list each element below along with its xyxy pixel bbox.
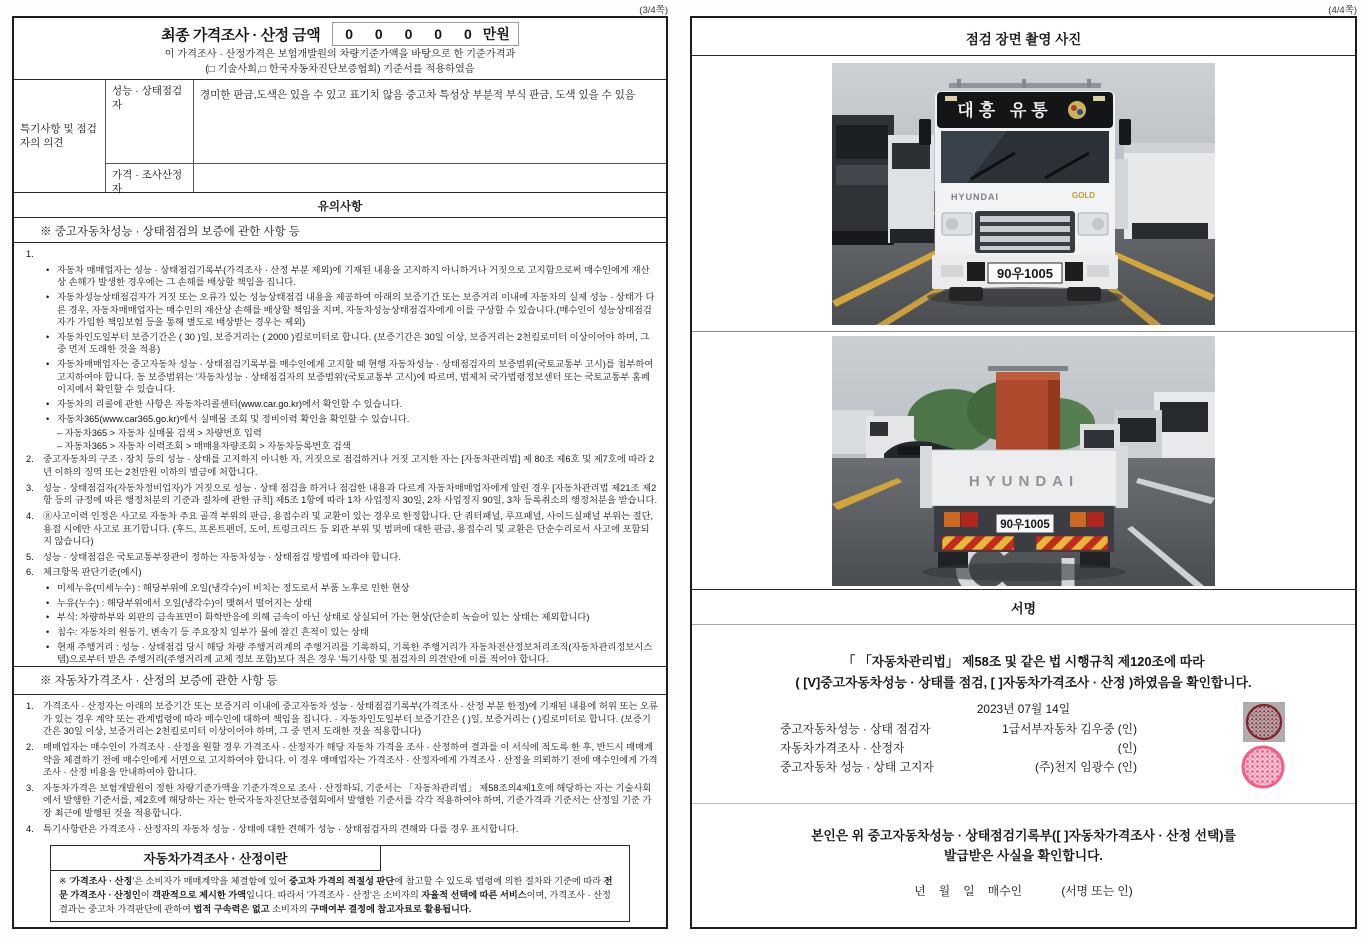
list-item: 3. 자동차가격은 보험개발원이 정한 차량기준가액을 기준가격으로 조사 · 산정하되, 기준서는 「자동차관리법」 제58조의4제1호에 해당하는 자는 기술사회에서 발행한 기준서를, 제2호에 해당하는 자는 한국자동차진단보증협회에서 발행한 기준서를 각각 적용하여야 하며, 기준가격과 기준서는 산정일 기준 가장 최근에 발행된 것을 적용합니다. (26, 782, 652, 819)
list-item: 3. 성능 · 상태점검자(자동차정비업자)가 거짓으로 성능 · 상태 점검을 하거나 점검한 내용과 다르게 자동차매매업자에게 알린 경우 [자동차관리법 제21조 제2항 등의 규정에 따른 행정처분의 기준과 절차에 관한 규칙] 제5조 1항에 따라 1차 사업정지 30일, 2차 사업정지 90일, 3차 등록취소의 행정처분을 받습니다. (26, 482, 658, 506)
price-appraisal-definition-box (50, 845, 630, 922)
truck-front-photo (832, 63, 1215, 325)
list-item: 1. 가격조사 · 산정자는 아래의 보증기간 또는 보증거리 이내에 중고자동차 성능 · 상태점검기록부(가격조사 · 산정 부분 한정)에 기재된 내용에 허위 또는 오류가 있는 경우 계약 또는 관계법령에 따라 매수인에 대하여 책임을 집니다. · 자동차인도일부터 보증기간은 ( )일, 보증거리는 ( )킬로미터로 합니다. (보증기간은 30일 이상, 보증거리는 2천킬로미터 이상이어야 하며, 그 중 먼저 도래한 것을 적용합니다) (26, 701, 658, 737)
page-number-right: (4/4쪽) (1328, 5, 1357, 16)
signature-row-appraiser: 자동차가격조사 · 산정자 (인) (780, 741, 1137, 756)
definition-box-text: ※ '가격조사 · 산정'은 소비자가 매매계약을 체결함에 있어 중고차 가격의 적절성 판단에 참고할 수 있도록 법령에 의한 절차와 기준에 따라 전문 가격조사 · 산정인이 객관적으로 제시한 가액입니다. 따라서 '가격조사 · 산정'은 소비자의 자율적 선택에 따른 서비스이며, 가격조사 · 산정 결과는 중고차 가격판단에 관하여 법적 구속력은 없고 소비자의 구매여부 결정에 참고자료로 활용됩니다. (59, 876, 613, 914)
list-item: • 자동차365(www.car365.go.kr)에서 실매물 조회 및 정비이력 확인을 확인할 수 있습니다. (46, 413, 658, 426)
rear-license-plate: 90우1005 (1000, 518, 1050, 531)
svg-text:GOLD: GOLD (1071, 190, 1095, 200)
buyer-confirmation-line-2: 발급받은 사실을 확인합니다. (943, 847, 1103, 863)
list-item: – 자동차365 > 자동차 이력조회 > 매매용차량조회 > 자동차등록번호 검색 (57, 441, 351, 452)
list-item: • 자동차의 리콜에 관한 사항은 자동차리콜센터(www.car.go.kr)에서 확인할 수 있습니다. (46, 398, 658, 411)
section1-notes (14, 243, 666, 667)
buyer-confirmation-line-1: 본인은 위 중고자동차성능 · 상태점검기록부([ ]자동차가격조사 · 산정 선택)를 (811, 828, 1236, 843)
list-item: • 부식: 차량하부와 외판의 금속표면이 화학반응에 의해 금속이 아닌 상태로 상실되어 가는 현상(단순히 녹슬어 있는 상태는 제외합니다) (46, 611, 658, 624)
law-confirmation-line-2: ( [V]중고자동차성능 · 상태를 점검, [ ]자동차가격조사 · 산정 )하였음을 확인합니다. (795, 675, 1252, 691)
definition-box-title: 자동차가격조사 · 산정이란 (51, 846, 381, 871)
signature-section-title: 서명 (692, 590, 1355, 625)
list-item: 6. 체크항목 판단기준(예시) (26, 567, 142, 578)
list-item: • 자동차성능상태점검자가 거짓 또는 오류가 있는 성능상태점검 내용을 제공하여 아래의 보증기간 또는 보증거리 이내에 자동차의 실제 성능 · 상태가 다른 경우, 자동차매매업자는 매수인의 재산상 손해를 배상할 책임을 지며, 자동차성능상태점검자에게 이를 구상할 수 있습니다.(매수인이 성능상태점검자가 가입한 책임보험 등을 통해 별도로 배상받는 경우는 제외) (46, 291, 658, 329)
section2-heading: ※ 자동차가격조사 · 산정의 보증에 관한 사항 등 (14, 667, 666, 695)
page-number-left: (3/4쪽) (639, 5, 668, 16)
record-page-4 (690, 16, 1357, 929)
photo-section-title: 점검 장면 촬영 사진 (692, 18, 1355, 56)
list-item: 4. ⑧사고이력 인정은 사고로 자동차 주요 골격 부위의 판금, 용접수리 및 교환이 있는 경우로 한정합니다. 단 쿼터패널, 루프패널, 사이드실패널 부위는 절단, 용접 시에만 사고로 표기합니다. (후드, 프론트펜더, 도어, 트렁크리드 등 외관 부위 및 범퍼에 대한 판금, 용접수리 및 교환은 단순수리로서 사고에 포함되지 않습니다) (26, 510, 654, 547)
appraiser-opinion-value (194, 164, 666, 192)
list-item: 2. 중고자동차의 구조 · 장치 등의 성능 · 상태를 고지하지 아니한 자, 거짓으로 점검하거나 거짓 고지한 자는 [자동차관리법] 제 80조 제6호 및 제7호에 따라 2년 이하의 징역 또는 2천만원 이하의 벌금에 처합니다. (26, 454, 655, 477)
inspection-photo-rear-cell (692, 332, 1355, 590)
buyer-date-line: 년 월 일 매수인 (서명 또는 인) (914, 883, 1133, 898)
list-item: – 자동차365 > 자동차 실매물 검색 > 차량번호 입력 (57, 428, 262, 439)
truck-rear-photo (832, 336, 1215, 586)
signature-row-notifier: 중고자동차 성능 · 상태 고지자 (주)천지 임광수 (인) (780, 759, 1137, 774)
list-item: • 자동차매매업자는 중고자동차 성능 · 상태점검기록부를 매수인에게 고지할 때 현행 자동차성능 · 상태점검자의 보증범위(국토교통부 고시)를 첨부하여 고지하여야 합니다. 동 보증범위는 '자동차성능 · 상태점검자의 보증범위'(국토교통부 고시)에 따르며, 법제처 국가법령정보센터 또는 국토교통부 홈페이지에서 확인할 수 있습니다. (46, 358, 658, 396)
subject-truck-front (919, 79, 1131, 307)
inspection-photo-front-cell (692, 56, 1355, 332)
inspector-seal-stamp (1243, 702, 1285, 742)
list-item: 2. 매매업자는 매수인이 가격조사 · 산정을 원할 경우 가격조사 · 산정자가 해당 자동차 가격을 조사 · 산정하여 결과를 이 서식에 적도록 한 후, 반드시 매매계약을 체결하기 전에 매수인에게 서면으로 고지하여야 합니다. 이 경우 매매업자는 가격조사 · 산정자에게 가격조사 · 산정을 의뢰하기 전에 매수인에게 가격조사 · 산정 비용을 안내하여야 합니다. (26, 741, 658, 778)
law-confirmation-line-1: 「 「자동차관리법」 제58조 및 같은 법 시행규칙 제120조에 따라 (842, 654, 1205, 669)
inspector-opinion-label: 성능 · 상태점검자 (106, 80, 194, 164)
list-item: • 침수: 자동차의 원동기, 변속기 등 주요장치 일부가 물에 잠긴 흔적이 있는 상태 (46, 626, 658, 639)
signature-block (692, 625, 1355, 804)
section2-notes (14, 695, 666, 843)
list-item: • 현재 주행거리 : 성능 · 상태점검 당시 해당 차량 주행거리계의 주행거리를 기록하되, 기록한 주행거리가 자동차전산정보처리조직(자동차관리정보시스템)으로부터 받은 주행거리(주행거리계 교체 정보 포함)보다 적은 경우 '특기사항 및 점검자의 의견'란에 이를 적어야 합니다. (46, 641, 658, 666)
record-page-3 (12, 16, 668, 929)
list-item: 4. 특기사항란은 가격조사 · 산정자의 자동차 성능 · 상태에 대한 견해가 성능 · 상태점검자의 견해와 다를 경우 표시합니다. (26, 823, 519, 834)
appraiser-opinion-label: 가격 · 조사산정자 (106, 164, 194, 192)
list-item: • 자동차 매매업자는 성능 · 상태점검기록부(가격조사 · 산정 부분 제외)에 기재된 내용을 고지하지 아니하거나 거짓으로 고지함으로써 매수인에게 재산상 손해가 발생한 경우에는 그 손해를 배상할 책임을 집니다. (46, 264, 658, 289)
truck-rear-brand-text: HYUNDAI (968, 472, 1080, 490)
list-item: • 미세누유(미세누수) : 해당부위에 오일(냉각수)이 비치는 정도로서 부품 노후로 인한 현상 (46, 582, 658, 595)
list-item: • 자동차인도일부터 보증기간은 ( 30 )일, 보증거리는 ( 2000 )킬로미터로 합니다. (보증기간은 30일 이상, 보증거리는 2천킬로미터 이상이어야 하며, 그 중 먼저 도래한 것을 적용) (46, 331, 658, 356)
truck-front-brand-text: HYUNDAI (951, 191, 1000, 202)
notifier-seal-stamp (1241, 745, 1285, 789)
final-price-subtitle-2: (□ 기술사회,□ 한국자동차진단보증협회) 기준서를 적용하였음 (205, 64, 475, 76)
final-price-amount-box (332, 22, 519, 46)
final-price-section (14, 18, 666, 80)
final-price-digits: 0 0 0 0 0 (345, 26, 481, 42)
final-price-subtitle-1: 이 가격조사 · 산정가격은 보험개발원의 차량기준가액을 바탕으로 한 기준가격과 (164, 49, 516, 60)
buyer-confirmation-block (692, 804, 1355, 899)
special-notes-row-header: 특기사항 및 점검자의 의견 (14, 80, 106, 192)
list-item: 1. (26, 249, 34, 259)
front-license-plate: 90우1005 (997, 265, 1053, 281)
signature-date: 2023년 07월 14일 (976, 702, 1071, 717)
list-item: • 누유(누수) : 해당부위에서 오일(냉각수)이 맺혀서 떨어지는 상태 (46, 597, 658, 610)
final-price-unit: 만원 (482, 26, 510, 42)
final-price-title: 최종 가격조사 · 산정 금액 (161, 26, 321, 44)
list-item: 5. 성능 · 상태점검은 국토교통부장관이 정하는 자동차성능 · 상태점검 방법에 따라야 합니다. (26, 551, 401, 562)
notice-header: 유의사항 (14, 193, 666, 218)
truck-roof-sign-text: 대흥 유통 (957, 100, 1053, 120)
signature-row-inspector: 중고자동차성능 · 상태 점검자 1급서부자동차 김우중 (인) (780, 722, 1137, 737)
special-notes-table (14, 80, 666, 196)
inspector-opinion-value: 경미한 판금,도색은 있을 수 있고 표기치 않음 중고차 특성상 부분적 부식 판금, 도색 있을 수 있음 (194, 80, 666, 164)
section1-heading: ※ 중고자동차성능 · 상태점검의 보증에 관한 사항 등 (14, 218, 666, 243)
